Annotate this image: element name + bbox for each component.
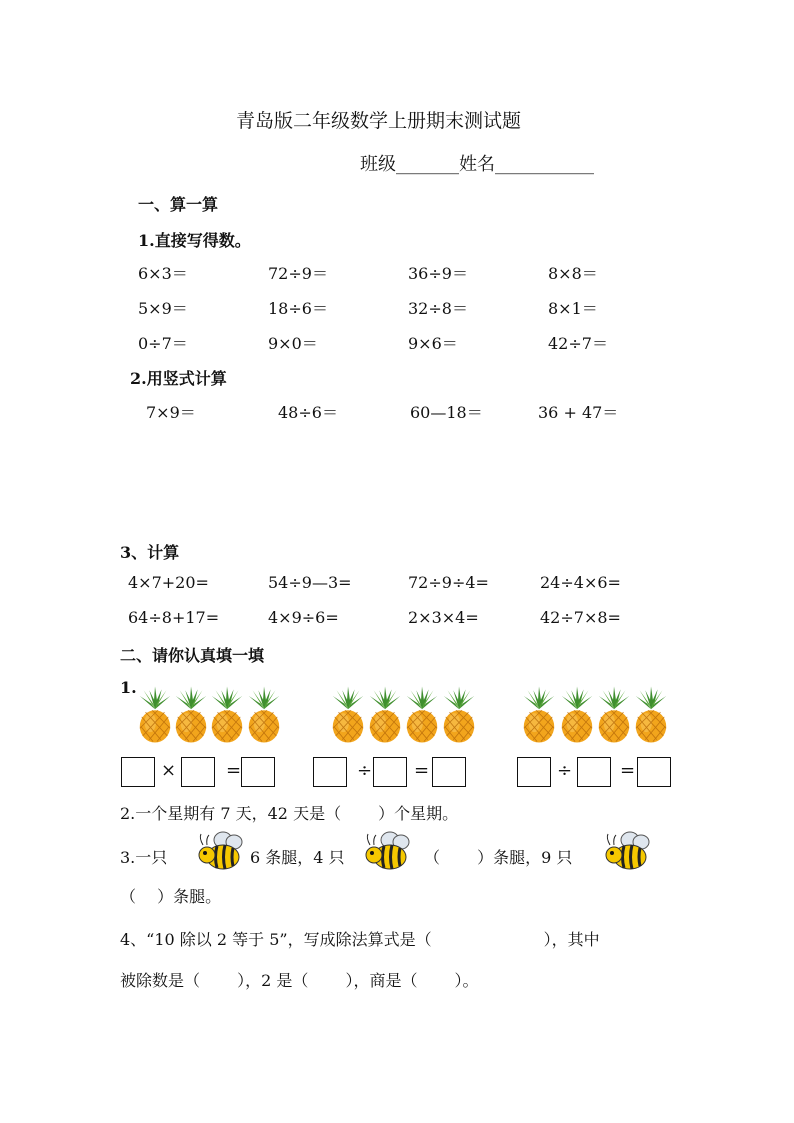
answer-box[interactable]: [577, 757, 611, 787]
pineapple-icon: [208, 684, 246, 746]
name-label: 姓名: [459, 154, 495, 175]
divide-sign: ÷: [357, 760, 373, 781]
q1-item: 36÷9＝: [408, 264, 468, 283]
q1-item: 6×3＝: [138, 264, 188, 283]
q2-item: 60—18＝: [410, 403, 483, 422]
equals-sign: =: [620, 760, 636, 781]
q1-label: 1.直接写得数。: [138, 231, 251, 250]
q2-item: 7×9＝: [146, 403, 196, 422]
q1-item: 8×1＝: [548, 299, 598, 318]
s2q4-line1: 4、“10 除以 2 等于 5”，写成除法算式是（ ），其中: [120, 930, 600, 949]
class-blank: _______: [396, 154, 459, 175]
q1-item: 5×9＝: [138, 299, 188, 318]
s2q1-label: 1.: [120, 678, 137, 697]
pineapple-icon: [595, 684, 633, 746]
q1-item: 0÷7＝: [138, 334, 188, 353]
pineapple-icon: [366, 684, 404, 746]
answer-box[interactable]: [373, 757, 407, 787]
pineapple-icon: [440, 684, 478, 746]
class-name-line: [360, 150, 594, 176]
q1-item: 18÷6＝: [268, 299, 328, 318]
answer-box[interactable]: [517, 757, 551, 787]
equals-sign: =: [226, 760, 242, 781]
bee-icon: [364, 830, 414, 874]
answer-box[interactable]: [121, 757, 155, 787]
pineapple-icon: [632, 684, 670, 746]
pineapple-icon: [245, 684, 283, 746]
q3-item: 24÷4×6=: [540, 573, 621, 592]
pineapple-icon: [136, 684, 174, 746]
pineapple-icon: [329, 684, 367, 746]
q1-item: 9×0＝: [268, 334, 318, 353]
section2-heading: 二、请你认真填一填: [120, 646, 265, 665]
answer-box[interactable]: [432, 757, 466, 787]
answer-box[interactable]: [241, 757, 275, 787]
s2q4-line2: 被除数是（ ），2 是（ ），商是（ ）。: [120, 971, 479, 990]
pineapple-icon: [172, 684, 210, 746]
s2q3-part-c: （ ）条腿，9 只: [424, 848, 573, 867]
q3-item: 64÷8+17=: [128, 608, 220, 627]
q3-item: 4×9÷6=: [268, 608, 339, 627]
answer-box[interactable]: [637, 757, 671, 787]
answer-box[interactable]: [181, 757, 215, 787]
section1-heading: 一、算一算: [138, 195, 219, 214]
q2-label: 2.用竖式计算: [130, 369, 227, 388]
bee-icon: [604, 830, 654, 874]
q1-item: 9×6＝: [408, 334, 458, 353]
q3-item: 42÷7×8=: [540, 608, 621, 627]
q3-item: 2×3×4=: [408, 608, 479, 627]
bee-icon: [197, 830, 247, 874]
q1-item: 72÷9＝: [268, 264, 328, 283]
s2q2-text: 2.一个星期有 7 天，42 天是（ ）个星期。: [120, 804, 459, 823]
pineapple-icon: [520, 684, 558, 746]
q2-item: 36 + 47＝: [538, 403, 619, 422]
q3-item: 54÷9—3=: [268, 573, 352, 592]
answer-box[interactable]: [313, 757, 347, 787]
s2q3-part-d: （ ）条腿。: [120, 887, 222, 906]
q3-item: 72÷9÷4=: [408, 573, 489, 592]
times-sign: ×: [161, 760, 177, 781]
q1-item: 8×8＝: [548, 264, 598, 283]
q3-item: 4×7+20=: [128, 573, 209, 592]
q1-item: 32÷8＝: [408, 299, 468, 318]
q3-label: 3、计算: [120, 543, 180, 562]
pineapple-icon: [403, 684, 441, 746]
s2q3-part-a: 3.一只: [120, 848, 168, 867]
page-title: 青岛版二年级数学上册期末测试题: [236, 110, 522, 132]
divide-sign: ÷: [557, 760, 573, 781]
name-blank: ___________: [495, 154, 594, 175]
class-label: 班级: [360, 154, 396, 175]
s2q3-part-b: 6 条腿，4 只: [250, 848, 345, 867]
pineapple-icon: [558, 684, 596, 746]
q2-item: 48÷6＝: [278, 403, 338, 422]
q1-item: 42÷7＝: [548, 334, 608, 353]
equals-sign: =: [414, 760, 430, 781]
